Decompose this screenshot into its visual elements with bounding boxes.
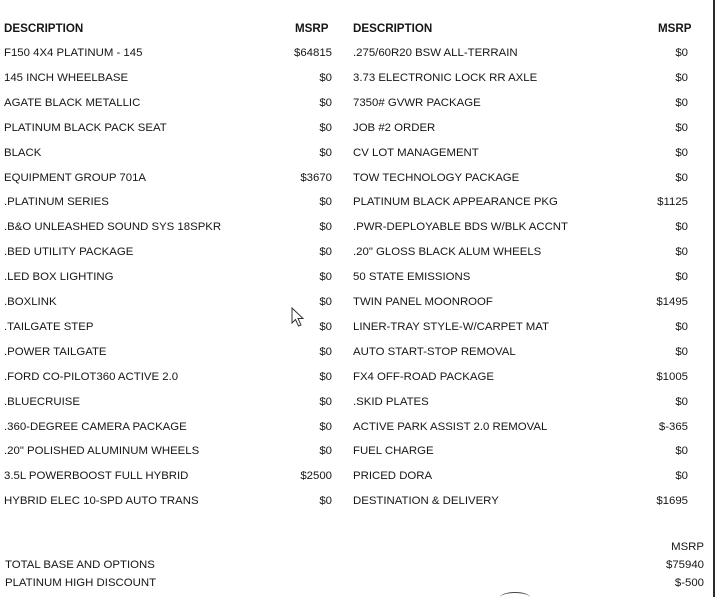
option-description: FUEL CHARGE — [353, 445, 434, 458]
option-description: .B&O UNLEASHED SOUND SYS 18SPKR — [4, 221, 222, 234]
option-description: CV LOT MANAGEMENT — [353, 146, 479, 159]
option-description: .TAILGATE STEP — [4, 320, 94, 333]
total-base-value: $75940 — [665, 559, 704, 571]
left-msrp-header: MSRP — [295, 22, 329, 35]
option-description: .POWER TAILGATE — [4, 345, 107, 358]
option-description: AGATE BLACK METALLIC — [4, 96, 141, 109]
option-description: 145 INCH WHEELBASE — [4, 71, 129, 84]
option-msrp: $0 — [675, 71, 688, 84]
option-description: ACTIVE PARK ASSIST 2.0 REMOVAL — [353, 420, 548, 433]
option-description: DESTINATION & DELIVERY — [353, 495, 499, 508]
option-msrp: $0 — [319, 71, 332, 84]
option-msrp: $0 — [675, 470, 688, 483]
discount-value: $-500 — [674, 577, 704, 589]
mouse-pointer-icon — [291, 307, 305, 329]
option-msrp: $0 — [319, 96, 332, 109]
option-description: TWIN PANEL MOONROOF — [353, 296, 493, 308]
option-description: JOB #2 ORDER — [353, 121, 436, 134]
option-description: .20" GLOSS BLACK ALUM WHEELS — [353, 246, 542, 259]
right-description-header: DESCRIPTION — [353, 22, 433, 35]
option-description: FX4 OFF-ROAD PACKAGE — [353, 370, 494, 383]
option-description: PLATINUM BLACK PACK SEAT — [4, 121, 167, 134]
option-description: F150 4X4 PLATINUM - 145 — [4, 47, 143, 59]
option-description: .BED UTILITY PACKAGE — [4, 246, 134, 259]
option-description: EQUIPMENT GROUP 701A — [4, 171, 147, 184]
option-description: BLACK — [4, 146, 42, 159]
option-msrp: $0 — [319, 320, 332, 333]
option-description: TOW TECHNOLOGY PACKAGE — [353, 171, 520, 184]
option-description: .BOXLINK — [4, 296, 57, 308]
option-description: .FORD CO-PILOT360 ACTIVE 2.0 — [4, 370, 179, 383]
option-msrp: $0 — [675, 146, 688, 159]
option-description: .20" POLISHED ALUMINUM WHEELS — [4, 445, 200, 458]
option-description: 3.73 ELECTRONIC LOCK RR AXLE — [353, 71, 538, 84]
page-edge-line — [713, 0, 715, 597]
option-description: PLATINUM BLACK APPEARANCE PKG — [353, 196, 558, 209]
option-msrp: $0 — [675, 345, 688, 358]
option-msrp: $0 — [319, 345, 332, 358]
option-description: .PWR-DEPLOYABLE BDS W/BLK ACCNT — [353, 221, 568, 234]
left-description-header: DESCRIPTION — [4, 22, 84, 35]
option-msrp: $0 — [675, 47, 688, 59]
total-base-label: TOTAL BASE AND OPTIONS — [5, 559, 155, 571]
option-msrp: $1695 — [656, 495, 688, 508]
option-msrp: $0 — [675, 445, 688, 458]
option-msrp: $1495 — [656, 296, 688, 308]
option-msrp: $1125 — [657, 196, 688, 209]
option-msrp: $0 — [675, 395, 688, 408]
option-msrp: $0 — [319, 495, 332, 508]
option-description: HYBRID ELEC 10-SPD AUTO TRANS — [4, 495, 199, 508]
option-msrp: $0 — [319, 121, 332, 134]
option-description: 50 STATE EMISSIONS — [353, 271, 471, 284]
option-msrp: $0 — [319, 445, 332, 458]
option-msrp: $0 — [319, 146, 332, 159]
option-msrp: $0 — [675, 121, 688, 134]
option-msrp: $0 — [319, 196, 332, 209]
option-msrp: $64815 — [293, 47, 332, 59]
option-msrp: $0 — [319, 370, 332, 383]
option-msrp: $0 — [675, 96, 688, 109]
option-description: PRICED DORA — [353, 470, 433, 483]
option-msrp: $0 — [319, 271, 332, 284]
option-description: .LED BOX LIGHTING — [4, 271, 114, 284]
option-msrp: $0 — [675, 221, 688, 234]
option-msrp: $0 — [675, 320, 688, 333]
option-msrp: $2500 — [300, 470, 332, 483]
discount-label: PLATINUM HIGH DISCOUNT — [5, 577, 157, 589]
option-description: .BLUECRUISE — [4, 395, 80, 408]
option-msrp: $0 — [675, 271, 688, 284]
option-msrp: $3670 — [300, 171, 332, 184]
totals-msrp-header: MSRP — [671, 541, 704, 553]
option-description: 3.5L POWERBOOST FULL HYBRID — [4, 470, 189, 483]
option-description: AUTO START-STOP REMOVAL — [353, 345, 516, 358]
option-description: LINER-TRAY STYLE-W/CARPET MAT — [353, 320, 549, 333]
option-msrp: $-365 — [658, 420, 688, 433]
option-description: 7350# GVWR PACKAGE — [353, 96, 481, 109]
option-description: .PLATINUM SERIES — [4, 196, 109, 209]
option-msrp: $0 — [319, 420, 332, 433]
option-msrp: $0 — [319, 246, 332, 259]
option-msrp: $0 — [319, 296, 332, 308]
option-msrp: $0 — [319, 221, 332, 234]
option-description: .275/60R20 BSW ALL-TERRAIN — [353, 47, 518, 59]
option-description: .360-DEGREE CAMERA PACKAGE — [4, 420, 187, 433]
option-msrp: $1005 — [656, 370, 688, 383]
option-msrp: $0 — [675, 246, 688, 259]
option-description: .SKID PLATES — [353, 395, 429, 408]
option-msrp: $0 — [675, 171, 688, 184]
right-msrp-header: MSRP — [658, 22, 692, 35]
option-msrp: $0 — [319, 395, 332, 408]
scan-mark — [500, 592, 530, 603]
